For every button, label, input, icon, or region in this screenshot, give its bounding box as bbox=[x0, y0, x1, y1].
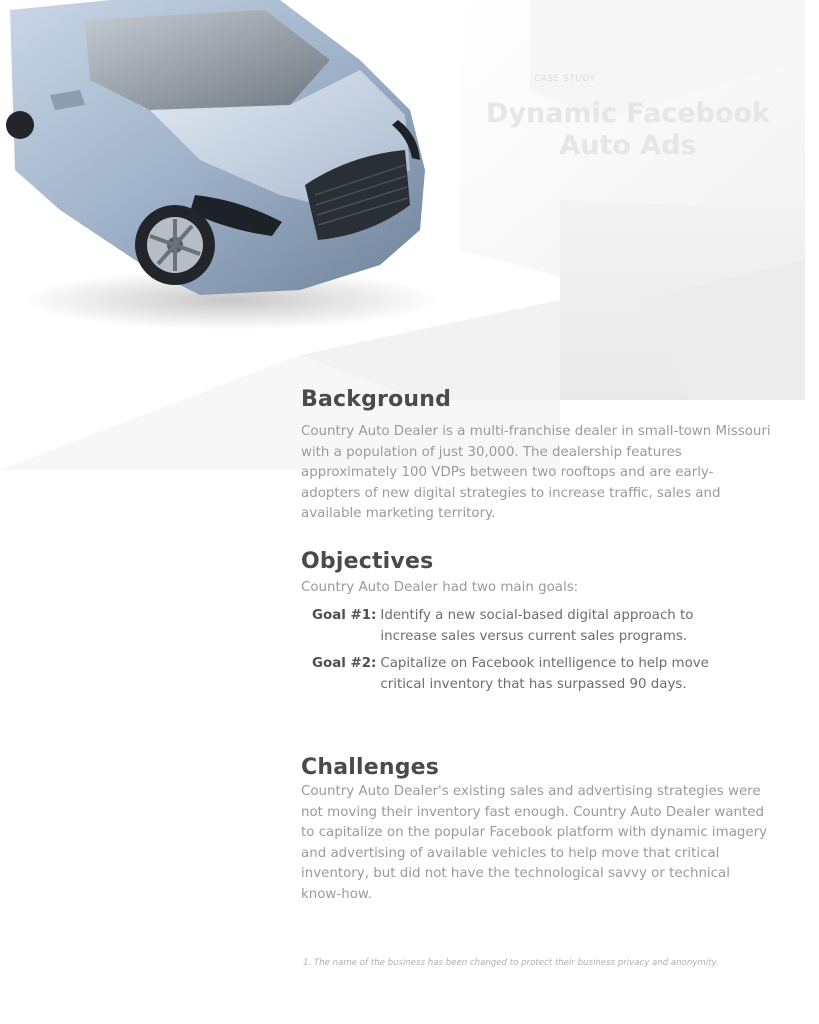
challenges-paragraph: Country Auto Dealer's existing sales and advertising strategies were not moving their inventory fast enough. Country Auto Dealer wanted to capitalize on the popular Facebook platform with dynamic imagery and advertising of available vehicles to help move that critical inventory, but did not have the technological savvy or technical know-how. bbox=[301, 784, 768, 902]
background-paragraph: Country Auto Dealer is a multi-franchise dealer in small-town Missouri with a population of just 30,000. The dealership features approximately 100 VDPs between two rooftops and are early-adopters of new digital strategies to increase traffic, sales and available marketing territory. bbox=[301, 424, 771, 521]
goal-item bbox=[312, 653, 771, 695]
background-heading: Background bbox=[301, 387, 452, 412]
goal-item bbox=[312, 605, 771, 647]
goal-text: Identify a new social-based digital approach to increase sales versus current sales programs. bbox=[380, 607, 694, 644]
goal-text: Capitalize on Facebook intelligence to help move critical inventory that has surpassed 90 days. bbox=[380, 655, 709, 692]
goal-label: Goal #2: bbox=[312, 655, 377, 671]
hero-eyebrow: CASE STUDY bbox=[534, 74, 596, 84]
car-image bbox=[0, 0, 440, 340]
objectives-section bbox=[301, 549, 771, 695]
hero-title-line-1: Dynamic Facebook bbox=[485, 98, 771, 129]
footnote: 1. The name of the business has been changed to protect their business privacy and anonymity. bbox=[303, 958, 719, 968]
challenges-section bbox=[301, 755, 771, 905]
challenges-heading: Challenges bbox=[301, 755, 440, 780]
background-section bbox=[301, 387, 771, 525]
objectives-intro: Country Auto Dealer had two main goals: bbox=[301, 580, 579, 595]
hero-title-line-2: Auto Ads bbox=[559, 130, 697, 161]
goal-label: Goal #1: bbox=[312, 607, 377, 623]
objectives-heading: Objectives bbox=[301, 549, 434, 574]
hero-title bbox=[470, 98, 786, 162]
